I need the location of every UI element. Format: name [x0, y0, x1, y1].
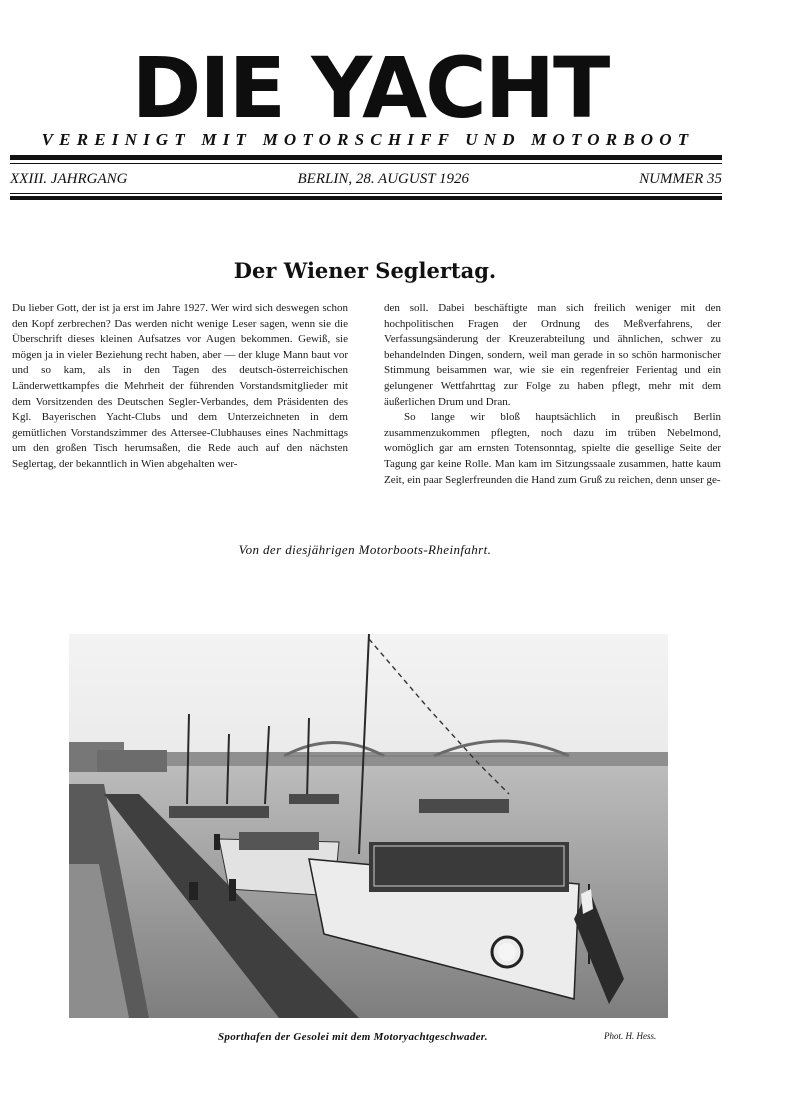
issue-number-label: NUMMER 35 [639, 170, 722, 187]
masthead-rule-bottom [10, 196, 722, 200]
photo-credit: Phot. H. Hess. [604, 1031, 657, 1041]
masthead-rule-lower-thin [10, 193, 722, 194]
masthead-subtitle: VEREINIGT MIT MOTORSCHIFF UND MOTORBOOT [41, 130, 695, 149]
place-date-label: BERLIN, 28. AUGUST 1926 [297, 170, 470, 187]
article-title: Der Wiener Seglertag. [233, 258, 497, 283]
masthead-title: DIE YACHT [131, 39, 609, 137]
article-left-column [12, 301, 348, 473]
article-right-column [384, 301, 721, 488]
masthead-rule-top [10, 155, 722, 160]
paragraph: den soll. Dabei beschäftigte man sich freilich weniger mit den hochpolitischen Fragen der Ordnung des Meßverfahrens, der Verfassungsänderung der Kreuzerabteilung und ähnlichen, schwer zu behandelnden Dingen, sondern, weil man gerade in so schön harmonischer Stimmung beisammen war, wie sie ein regenfreier Ferientag und ein gelungener Wettfahrttag zur Folge zu haben pflegt, mehr mit dem äußerlichen Drum und Dran. [384, 302, 721, 408]
photo-heading: Von der diesjährigen Motorboots-Rheinfahrt. [238, 542, 492, 557]
volume-label: XXIII. JAHRGANG [10, 170, 128, 187]
photo-caption: Sporthafen der Gesolei mit dem Motoryachtgeschwader. [218, 1031, 488, 1043]
paragraph: Du lieber Gott, der ist ja erst im Jahre 1927. Wer wird sich deswegen schon den Kopf zerbrechen? Das werden nicht wenige Leser sagen, wenn sie die Überschrift dieses kleinen Aufsatzes vor Augen bekommen. Gewiß, sie mögen ja in vieler Beziehung recht haben, aber — der kluge Mann baut vor und so kam, als in den Tagen des deutsch-österreichischen Länderwettkampfes die Mehrheit der führenden Vorstandsmitglieder mit dem Vorsitzenden des Deutschen Segler-Verbandes, dem Präsidenten des Kgl. Bayerischen Yacht-Clubs und dem Unterzeichneten in dem gemütlichen Vorstandszimmer des Attersee-Clubhauses eines Nachmittags um den großen Tisch herumsaßen, die Rede auch auf den nächsten Seglertag, der bekanntlich in Wien abgehalten wer- [12, 302, 348, 470]
paragraph: So lange wir bloß hauptsächlich in preußisch Berlin zusammenzukommen pflegten, noch dazu im trüben Nebelmond, womöglich gar am ernsten Totensonntag, spielte die gesellige Seite der Tagung gar keine Rolle. Man kam im Sitzungssaale zusammen, hatte kaum Zeit, ein paar Seglerfreunden die Hand zum Gruß zu reichen, denn unser ge- [384, 411, 721, 486]
masthead-rule-thin [10, 163, 722, 164]
issue-info-bar [10, 168, 722, 190]
harbor-photo [69, 634, 668, 1018]
